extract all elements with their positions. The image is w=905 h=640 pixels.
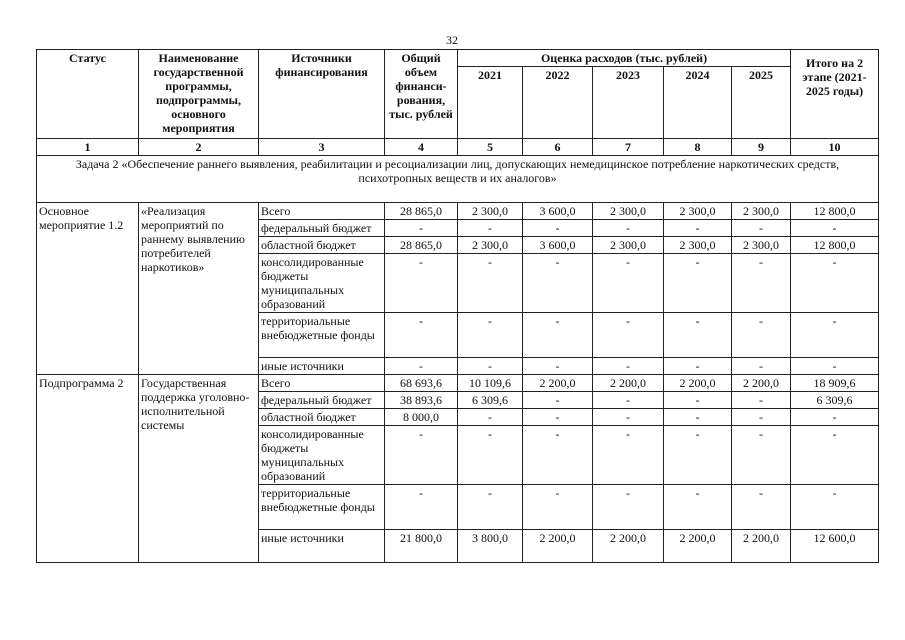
column-number: 7 xyxy=(593,139,664,156)
value-cell: 2 200,0 xyxy=(664,530,732,563)
source-cell: иные источники xyxy=(259,358,385,375)
value-cell: - xyxy=(593,313,664,358)
column-numbers-row xyxy=(37,139,879,156)
value-cell: 28 865,0 xyxy=(385,203,458,220)
source-cell: Всего xyxy=(259,203,385,220)
value-cell: 68 693,6 xyxy=(385,375,458,392)
value-cell: - xyxy=(791,426,879,485)
value-cell: - xyxy=(664,254,732,313)
value-cell: - xyxy=(385,220,458,237)
column-number: 1 xyxy=(37,139,139,156)
header-status: Статус xyxy=(37,50,139,139)
value-cell: 18 909,6 xyxy=(791,375,879,392)
value-cell: - xyxy=(593,485,664,530)
column-number: 5 xyxy=(458,139,523,156)
value-cell: - xyxy=(732,254,791,313)
source-cell: областной бюджет xyxy=(259,409,385,426)
value-cell: 2 300,0 xyxy=(593,237,664,254)
value-cell: 12 800,0 xyxy=(791,237,879,254)
value-cell: - xyxy=(732,313,791,358)
value-cell: - xyxy=(458,426,523,485)
value-cell: - xyxy=(791,485,879,530)
column-number: 6 xyxy=(523,139,593,156)
source-cell: Всего xyxy=(259,375,385,392)
value-cell: 38 893,6 xyxy=(385,392,458,409)
table-row xyxy=(37,375,879,392)
header-year: 2021 xyxy=(458,67,523,139)
header-year: 2022 xyxy=(523,67,593,139)
column-number: 2 xyxy=(139,139,259,156)
value-cell: 2 300,0 xyxy=(732,237,791,254)
value-cell: 3 800,0 xyxy=(458,530,523,563)
source-cell: территориальные внебюджетные фонды xyxy=(259,313,385,358)
header-estimate: Оценка расходов (тыс. рублей) xyxy=(458,50,791,67)
value-cell: 21 800,0 xyxy=(385,530,458,563)
value-cell: - xyxy=(385,254,458,313)
value-cell: - xyxy=(664,426,732,485)
value-cell: - xyxy=(791,313,879,358)
value-cell: 2 300,0 xyxy=(732,203,791,220)
source-cell: территориальные внебюджетные фонды xyxy=(259,485,385,530)
header-program: Наименование государственной программы, подпрограммы, основного мероприятия xyxy=(139,50,259,139)
value-cell: - xyxy=(593,220,664,237)
value-cell: 12 800,0 xyxy=(791,203,879,220)
value-cell: - xyxy=(664,313,732,358)
budget-table xyxy=(36,49,879,563)
header-year: 2025 xyxy=(732,67,791,139)
value-cell: - xyxy=(593,254,664,313)
value-cell: 6 309,6 xyxy=(791,392,879,409)
value-cell: - xyxy=(458,485,523,530)
header-year: 2024 xyxy=(664,67,732,139)
source-cell: консолидированные бюджеты муниципальных образований xyxy=(259,426,385,485)
value-cell: - xyxy=(664,220,732,237)
value-cell: 3 600,0 xyxy=(523,237,593,254)
value-cell: - xyxy=(523,426,593,485)
value-cell: 2 200,0 xyxy=(523,530,593,563)
value-cell: 2 200,0 xyxy=(732,375,791,392)
value-cell: - xyxy=(458,313,523,358)
task-row xyxy=(37,156,879,203)
table-row xyxy=(37,203,879,220)
block-status: Основное мероприятие 1.2 xyxy=(37,203,139,375)
task-title: Задача 2 «Обеспечение раннего выявления, реабилитации и ресоциализации лиц, допускающих немедицинское потребление наркотических средств, психотропных веществ и их аналогов» xyxy=(37,156,879,203)
source-cell: областной бюджет xyxy=(259,237,385,254)
source-cell: консолидированные бюджеты муниципальных образований xyxy=(259,254,385,313)
value-cell: - xyxy=(593,392,664,409)
value-cell: - xyxy=(732,392,791,409)
value-cell: 2 200,0 xyxy=(664,375,732,392)
value-cell: - xyxy=(791,358,879,375)
value-cell: - xyxy=(523,392,593,409)
column-number: 10 xyxy=(791,139,879,156)
value-cell: - xyxy=(385,313,458,358)
column-number: 4 xyxy=(385,139,458,156)
source-cell: федеральный бюджет xyxy=(259,220,385,237)
value-cell: - xyxy=(458,409,523,426)
value-cell: 2 300,0 xyxy=(458,203,523,220)
column-number: 9 xyxy=(732,139,791,156)
value-cell: - xyxy=(385,358,458,375)
value-cell: - xyxy=(791,409,879,426)
value-cell: - xyxy=(385,485,458,530)
column-number: 3 xyxy=(259,139,385,156)
value-cell: - xyxy=(523,220,593,237)
value-cell: - xyxy=(791,220,879,237)
value-cell: - xyxy=(593,426,664,485)
value-cell: - xyxy=(732,485,791,530)
value-cell: - xyxy=(523,254,593,313)
value-cell: 2 300,0 xyxy=(458,237,523,254)
block-name: «Реализация мероприятий по раннему выявлению потребителей наркотиков» xyxy=(139,203,259,375)
value-cell: 3 600,0 xyxy=(523,203,593,220)
value-cell: 8 000,0 xyxy=(385,409,458,426)
value-cell: - xyxy=(458,358,523,375)
page-number: 32 xyxy=(446,33,458,47)
value-cell: 2 300,0 xyxy=(664,203,732,220)
source-cell: иные источники xyxy=(259,530,385,563)
value-cell: - xyxy=(791,254,879,313)
value-cell: 28 865,0 xyxy=(385,237,458,254)
value-cell: 10 109,6 xyxy=(458,375,523,392)
value-cell: - xyxy=(732,409,791,426)
value-cell: - xyxy=(664,485,732,530)
source-cell: федеральный бюджет xyxy=(259,392,385,409)
value-cell: - xyxy=(385,426,458,485)
header-total: Общий объем финанси-рования, тыс. рублей xyxy=(385,50,458,139)
column-number: 8 xyxy=(664,139,732,156)
value-cell: - xyxy=(664,358,732,375)
value-cell: - xyxy=(732,426,791,485)
value-cell: - xyxy=(664,409,732,426)
value-cell: - xyxy=(732,358,791,375)
header-sources: Источники финансирования xyxy=(259,50,385,139)
value-cell: 12 600,0 xyxy=(791,530,879,563)
header-stage-total: Итого на 2 этапе (2021-2025 годы) xyxy=(791,50,879,139)
header-row xyxy=(37,50,879,67)
value-cell: - xyxy=(664,392,732,409)
value-cell: - xyxy=(458,254,523,313)
block-status: Подпрограмма 2 xyxy=(37,375,139,563)
value-cell: - xyxy=(593,358,664,375)
value-cell: - xyxy=(523,409,593,426)
value-cell: 2 200,0 xyxy=(593,375,664,392)
value-cell: - xyxy=(523,358,593,375)
value-cell: 2 200,0 xyxy=(593,530,664,563)
block-name: Государственная поддержка уголовно-исполнительной системы xyxy=(139,375,259,563)
value-cell: 2 200,0 xyxy=(732,530,791,563)
header-year: 2023 xyxy=(593,67,664,139)
value-cell: - xyxy=(523,485,593,530)
value-cell: - xyxy=(458,220,523,237)
value-cell: 2 300,0 xyxy=(664,237,732,254)
value-cell: 6 309,6 xyxy=(458,392,523,409)
value-cell: - xyxy=(523,313,593,358)
value-cell: - xyxy=(593,409,664,426)
value-cell: 2 200,0 xyxy=(523,375,593,392)
value-cell: - xyxy=(732,220,791,237)
value-cell: 2 300,0 xyxy=(593,203,664,220)
